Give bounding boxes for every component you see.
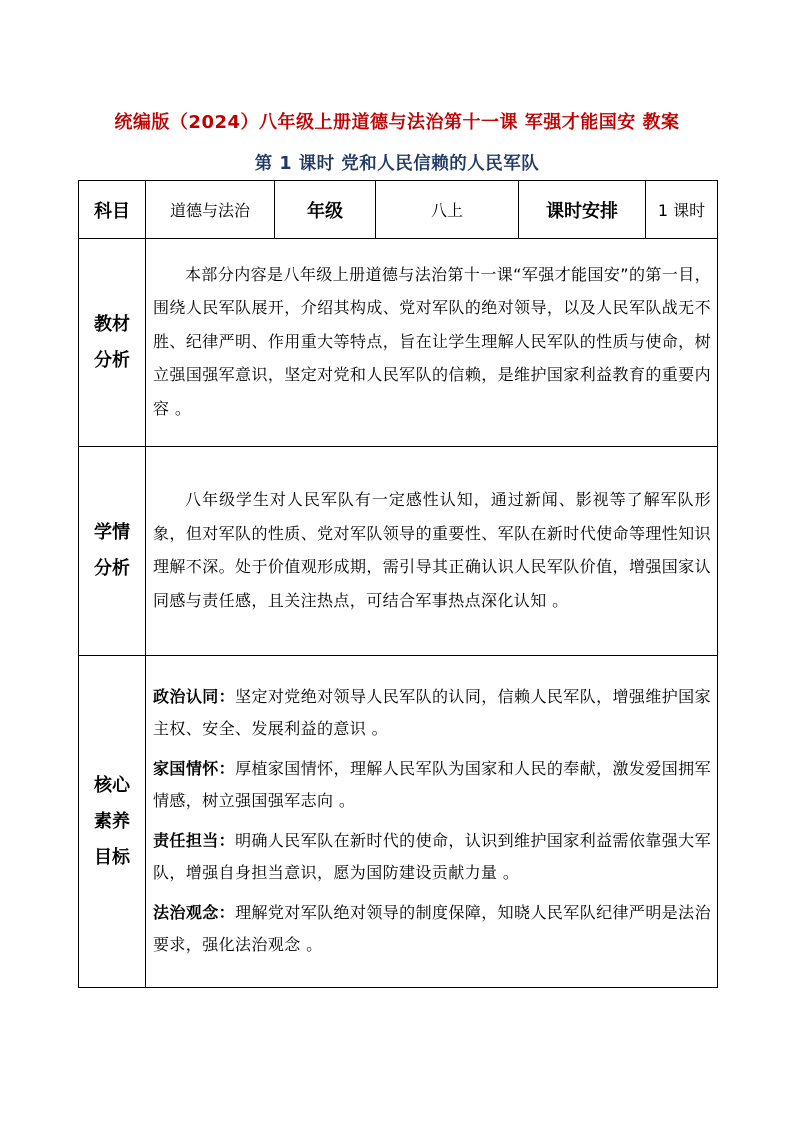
lesson-subtitle: 第 1 课时 党和人民信赖的人民军队 <box>254 154 540 174</box>
core-goals-content <box>146 656 718 988</box>
core-goals-label: 核心 素养 目标 <box>79 656 146 988</box>
learner-analysis-text: 八年级学生对人民军队有一定感性认知，通过新闻、影视等了解军队形象，但对军队的性质、党对军队领导的重要性、军队在新时代使命等理性知识理解不深。处于价值观形成期，需引导其正确认识人民军队价值，增强国家认同感与责任感，且关注热点，可结合军事热点深化认知 。 <box>153 490 711 610</box>
schedule-value: 1 课时 <box>646 181 718 239</box>
goal-item <box>153 681 711 744</box>
textbook-analysis-text: 本部分内容是八年级上册道德与法治第十一课“军强才能国安”的第一目，围绕人民军队展开，介绍其构成、党对军队的绝对领导，以及人民军队战无不胜、纪律严明、作用重大等特点，旨在让学生理解人民军队的性质与使命，树立强国强军意识，坚定对党和人民军队的信赖，是维护国家利益教育的重要内容 。 <box>153 264 711 418</box>
lesson-plan-table <box>78 180 718 988</box>
learner-analysis-content <box>146 447 718 656</box>
core-goals-row <box>79 656 718 988</box>
goal-key: 政治认同： <box>153 687 236 706</box>
subject-value: 道德与法治 <box>146 181 275 239</box>
goal-key: 责任担当： <box>153 831 236 850</box>
textbook-analysis-content <box>146 239 718 447</box>
goal-text: 厚植家国情怀，理解人民军队为国家和人民的奉献，激发爱国拥军情感，树立强国强军志向 。 <box>153 759 711 810</box>
goal-key: 家国情怀： <box>153 759 236 778</box>
goal-key: 法治观念： <box>153 903 236 922</box>
goal-item <box>153 825 711 888</box>
textbook-analysis-label: 教材 分析 <box>79 239 146 447</box>
textbook-analysis-row <box>79 239 718 447</box>
grade-value: 八上 <box>376 181 519 239</box>
goal-text: 理解党对军队绝对领导的制度保障，知晓人民军队纪律严明是法治要求，强化法治观念 。 <box>153 903 711 954</box>
goal-text: 坚定对党绝对领导人民军队的认同，信赖人民军队，增强维护国家主权、安全、发展利益的意识 。 <box>153 687 711 738</box>
goal-item <box>153 753 711 816</box>
grade-label: 年级 <box>275 181 376 239</box>
goal-text: 明确人民军队在新时代的使命，认识到维护国家利益需依靠强大军队，增强自身担当意识，愿为国防建设贡献力量 。 <box>153 831 711 882</box>
goal-item <box>153 897 711 960</box>
subject-label: 科目 <box>79 181 146 239</box>
schedule-label: 课时安排 <box>519 181 646 239</box>
learner-analysis-row <box>79 447 718 656</box>
document-title: 统编版（2024）八年级上册道德与法治第十一课 军强才能国安 教案 <box>114 112 680 133</box>
learner-analysis-label: 学情 分析 <box>79 447 146 656</box>
header-row <box>79 181 718 239</box>
